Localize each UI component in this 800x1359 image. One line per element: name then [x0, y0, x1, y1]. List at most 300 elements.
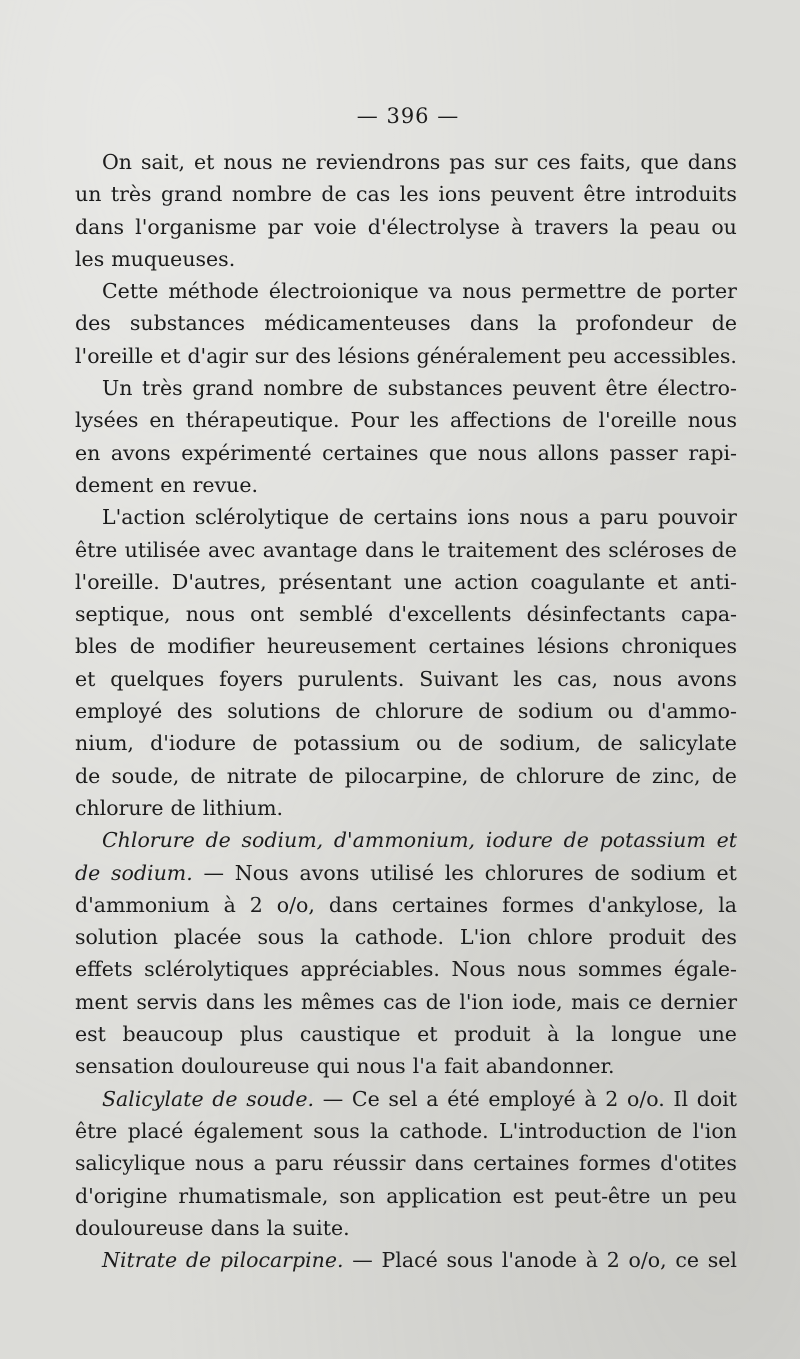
- word: pas: [449, 150, 486, 174]
- text-line: [75, 598, 737, 630]
- word: de: [252, 731, 278, 756]
- word: certaines: [473, 1151, 570, 1176]
- text-line: [75, 307, 737, 339]
- word: très: [110, 182, 152, 207]
- text-line: [75, 889, 737, 921]
- word: sodium,: [499, 731, 582, 756]
- text-line: [75, 275, 737, 307]
- word: à: [547, 1022, 560, 1047]
- word: produit: [608, 925, 686, 950]
- word: sommes: [577, 957, 663, 982]
- word: un: [75, 182, 102, 207]
- text-line: [75, 921, 737, 953]
- word: D'autres,: [171, 569, 267, 594]
- word: douloureuse: [180, 1054, 310, 1079]
- text-line: [75, 243, 737, 275]
- word: traitement: [447, 537, 558, 562]
- word: être: [583, 182, 626, 207]
- word: soude,: [111, 763, 180, 788]
- word: que: [428, 440, 468, 465]
- word: pouvoir: [657, 505, 737, 530]
- text-line: [75, 437, 737, 469]
- word: à: [585, 1248, 598, 1273]
- word: Chlorure: [102, 828, 195, 853]
- word: peuvent: [490, 182, 574, 207]
- word: de: [170, 795, 196, 820]
- word: ment: [75, 989, 129, 1014]
- text-line: [75, 824, 737, 856]
- text-line: [75, 1083, 737, 1115]
- word: de: [425, 989, 451, 1014]
- word: nombre: [231, 182, 312, 207]
- word: de: [594, 860, 620, 885]
- word: dans: [365, 537, 415, 562]
- word: passer: [609, 440, 678, 465]
- word: o/o,: [276, 892, 315, 917]
- word: des: [701, 925, 737, 950]
- word: o/o,: [628, 1248, 667, 1273]
- word: cas: [356, 182, 391, 207]
- word: fait: [444, 1054, 479, 1079]
- word: de: [615, 763, 641, 788]
- word: méthode: [168, 279, 259, 304]
- word: Un: [102, 376, 133, 401]
- word: affections: [450, 408, 552, 433]
- text-line: [75, 1050, 737, 1082]
- word: Suivant: [419, 666, 499, 691]
- word: de: [75, 763, 101, 788]
- word: appréciables.: [300, 957, 440, 982]
- text-line: [75, 1115, 737, 1147]
- word: de: [190, 763, 216, 788]
- word: qui: [316, 1054, 350, 1079]
- word: Nous: [451, 957, 506, 982]
- word: dans: [210, 1215, 260, 1240]
- word: grand: [192, 376, 254, 401]
- word: abandonner.: [485, 1054, 615, 1079]
- text-line: [75, 146, 737, 178]
- word: ions: [467, 505, 510, 530]
- word: les: [409, 408, 440, 433]
- word: sous: [313, 1118, 360, 1143]
- text-line: [75, 211, 737, 243]
- word: la: [538, 311, 557, 336]
- word: certaines: [322, 440, 419, 465]
- word: des: [75, 311, 111, 336]
- word: chlorure: [515, 763, 605, 788]
- word: à: [584, 1086, 597, 1111]
- word: dans: [469, 311, 519, 336]
- word: zinc,: [651, 763, 701, 788]
- word: des: [176, 699, 213, 724]
- word: ce: [675, 1248, 700, 1273]
- word: désinfectants: [526, 602, 666, 627]
- word: Ce: [351, 1086, 380, 1111]
- word: sodium.: [111, 860, 193, 885]
- body-text: [75, 146, 737, 1276]
- word: reviendrons: [315, 150, 441, 174]
- word: d'ankylose,: [587, 892, 705, 917]
- word: en: [75, 440, 101, 465]
- word: le: [421, 537, 441, 562]
- word: son: [339, 1183, 376, 1208]
- word: nous: [185, 602, 235, 627]
- word: iodure: [485, 828, 553, 853]
- text-line: [75, 986, 737, 1018]
- word: a: [253, 1151, 266, 1176]
- word: une: [403, 569, 443, 594]
- word: de: [478, 699, 504, 724]
- text-line: [75, 534, 737, 566]
- word: dans: [205, 989, 255, 1014]
- word: sait,: [140, 150, 186, 174]
- word: Il: [673, 1086, 689, 1111]
- word: potassium: [599, 828, 706, 853]
- word: et: [716, 828, 737, 853]
- word: peau: [649, 214, 701, 239]
- word: chlorure: [375, 699, 464, 724]
- word: chlorures: [484, 860, 584, 885]
- text-line: [75, 1147, 737, 1179]
- word: de: [321, 182, 347, 207]
- word: dans: [414, 1151, 464, 1176]
- word: d'électrolyse: [367, 214, 500, 239]
- word: de: [338, 505, 364, 530]
- text-line: [75, 372, 737, 404]
- word: une: [698, 1022, 737, 1047]
- word: est: [75, 1022, 106, 1047]
- word: nombre: [263, 376, 344, 401]
- word: sclérolytique: [194, 505, 330, 530]
- word: dans: [328, 892, 378, 917]
- word: l'ion: [459, 989, 504, 1014]
- word: Nous: [234, 860, 289, 885]
- word: 2: [605, 1086, 619, 1111]
- word: la: [370, 1118, 389, 1143]
- word: de: [205, 828, 231, 853]
- word: thérapeutique.: [185, 408, 340, 433]
- word: l'organisme: [135, 214, 257, 239]
- word: faits,: [579, 150, 632, 174]
- word: soude.: [246, 1086, 315, 1111]
- word: par: [267, 214, 303, 239]
- word: allons: [537, 440, 600, 465]
- word: être: [75, 1118, 118, 1143]
- word: salicylique: [75, 1151, 186, 1176]
- word: accessibles.: [613, 343, 737, 368]
- word: utilisée: [124, 537, 201, 562]
- page-number: — 396 —: [356, 104, 460, 128]
- word: voie: [314, 214, 357, 239]
- word: Nitrate: [102, 1248, 178, 1273]
- word: permettre: [521, 279, 627, 304]
- word: Cette: [102, 279, 159, 304]
- word: des: [565, 537, 601, 562]
- text-line: [75, 663, 737, 695]
- word: paru: [275, 1151, 324, 1176]
- word: cas: [383, 989, 418, 1014]
- word: nous: [477, 440, 528, 465]
- text-line: [75, 340, 737, 372]
- word: —: [322, 1086, 344, 1111]
- word: nous: [612, 666, 663, 691]
- text-line: [75, 178, 737, 210]
- word: sensation: [75, 1054, 174, 1079]
- word: et: [194, 150, 215, 174]
- word: l'a: [412, 1054, 438, 1079]
- word: L'introduction: [499, 1118, 647, 1143]
- word: suite.: [292, 1215, 350, 1240]
- word: mais: [571, 989, 620, 1014]
- word: à: [511, 214, 524, 239]
- word: bles: [75, 634, 118, 659]
- word: la: [320, 925, 339, 950]
- word: nous: [462, 279, 512, 304]
- word: avec: [207, 537, 256, 562]
- word: médicamenteuses: [264, 311, 451, 336]
- word: solution: [75, 925, 158, 950]
- word: de: [185, 1248, 212, 1273]
- word: nous: [519, 505, 569, 530]
- word: présentant: [278, 569, 392, 594]
- word: foyers: [219, 666, 284, 691]
- word: lysées: [75, 408, 139, 433]
- word: utilisé: [370, 860, 434, 885]
- word: de: [479, 763, 505, 788]
- word: dernier: [660, 989, 737, 1014]
- text-line: [75, 953, 737, 985]
- word: nous: [194, 1151, 245, 1176]
- word: nium,: [75, 731, 134, 756]
- word: potassium: [293, 731, 400, 756]
- word: est: [512, 1183, 544, 1208]
- word: la: [266, 1215, 286, 1240]
- word: coagulante: [530, 569, 646, 594]
- word: nous: [356, 1054, 406, 1079]
- word: mêmes: [301, 989, 375, 1014]
- word: Salicylate: [102, 1086, 204, 1111]
- word: plus: [239, 1022, 284, 1047]
- word: grand: [160, 182, 223, 207]
- word: peu: [698, 1183, 737, 1208]
- word: d'ammo-: [647, 699, 737, 724]
- text-line: [75, 857, 737, 889]
- word: être: [605, 376, 648, 401]
- word: avons: [110, 440, 171, 465]
- word: 2: [249, 892, 263, 917]
- word: lésions: [537, 634, 610, 659]
- word: sur: [494, 150, 528, 174]
- word: introduits: [635, 182, 737, 207]
- word: rapi-: [688, 440, 737, 465]
- word: ou: [607, 699, 634, 724]
- text-line: [75, 727, 737, 759]
- word: et: [75, 666, 96, 691]
- word: et: [716, 860, 737, 885]
- word: —: [352, 1248, 373, 1273]
- text-line: [75, 695, 737, 727]
- word: cas,: [557, 666, 599, 691]
- word: sclérolytiques: [144, 957, 289, 982]
- word: nous: [517, 957, 567, 982]
- word: placé: [127, 1118, 184, 1143]
- word: a: [578, 505, 591, 530]
- text-line: [75, 630, 737, 662]
- word: pilocarpine.: [219, 1248, 344, 1273]
- word: lithium.: [202, 795, 284, 820]
- word: modifier: [167, 634, 255, 659]
- word: formes: [502, 892, 575, 917]
- word: ou: [416, 731, 442, 756]
- word: servis: [136, 989, 198, 1014]
- word: égale-: [673, 957, 737, 982]
- word: lésions: [337, 343, 410, 368]
- word: —: [203, 860, 224, 885]
- text-line: [75, 1244, 737, 1276]
- word: capa-: [681, 602, 737, 627]
- word: en: [149, 408, 175, 433]
- word: électroionique: [268, 279, 419, 304]
- word: chlore: [527, 925, 593, 950]
- word: nitrate: [226, 763, 298, 788]
- word: les: [399, 182, 429, 207]
- word: o/o.: [626, 1086, 665, 1111]
- word: ces: [536, 150, 571, 174]
- word: a: [426, 1086, 439, 1111]
- word: placée: [173, 925, 242, 950]
- word: réussir: [332, 1151, 406, 1176]
- word: travers: [534, 214, 609, 239]
- word: à: [223, 892, 236, 917]
- word: avantage: [262, 537, 358, 562]
- word: employé: [75, 699, 163, 724]
- word: action: [454, 569, 519, 594]
- word: L'ion: [460, 925, 512, 950]
- word: que: [640, 150, 679, 174]
- word: quelques: [110, 666, 205, 691]
- word: et: [160, 343, 181, 368]
- word: sel: [707, 1248, 737, 1273]
- word: revue.: [192, 472, 258, 497]
- word: chroniques: [621, 634, 737, 659]
- word: d'ammonium: [75, 892, 210, 917]
- word: de: [711, 537, 737, 562]
- word: sodium,: [241, 828, 324, 853]
- word: peuvent: [512, 376, 596, 401]
- word: chlorure: [75, 795, 164, 820]
- word: sous: [257, 925, 305, 950]
- word: un: [661, 1183, 688, 1208]
- word: de: [656, 1118, 683, 1143]
- word: également: [193, 1118, 303, 1143]
- word: porter: [671, 279, 737, 304]
- word: l'ion: [692, 1118, 737, 1143]
- word: en: [160, 472, 186, 497]
- word: iode,: [512, 989, 563, 1014]
- word: de: [308, 763, 334, 788]
- word: été: [447, 1086, 480, 1111]
- text-line: [75, 1018, 737, 1050]
- word: de: [711, 311, 737, 336]
- word: beaucoup: [122, 1022, 224, 1047]
- word: dement: [75, 472, 154, 497]
- word: formes: [578, 1151, 651, 1176]
- word: ce: [628, 989, 652, 1014]
- word: ont: [250, 602, 284, 627]
- word: de: [562, 408, 588, 433]
- word: de: [636, 279, 662, 304]
- word: sel: [388, 1086, 418, 1111]
- word: la: [619, 214, 639, 239]
- word: d'origine: [75, 1183, 168, 1208]
- word: ions: [438, 182, 481, 207]
- word: On: [102, 150, 133, 174]
- word: électro-: [657, 376, 737, 401]
- word: avons: [299, 860, 360, 885]
- word: d'agir: [187, 343, 248, 368]
- word: substances: [387, 376, 503, 401]
- word: de: [563, 828, 589, 853]
- word: rhumatismale,: [178, 1183, 329, 1208]
- word: ne: [281, 150, 307, 174]
- word: pilocarpine,: [344, 763, 469, 788]
- word: cathode.: [354, 925, 445, 950]
- word: semblé: [299, 602, 374, 627]
- word: solutions: [227, 699, 321, 724]
- word: Placé: [381, 1248, 438, 1273]
- word: certaines: [391, 892, 489, 917]
- word: paru: [600, 505, 649, 530]
- word: de: [711, 763, 737, 788]
- word: les: [444, 860, 474, 885]
- word: purulents.: [297, 666, 405, 691]
- word: les: [513, 666, 543, 691]
- text-line: [75, 566, 737, 598]
- word: produit: [454, 1022, 531, 1047]
- text-line: [75, 469, 737, 501]
- word: l'oreille: [75, 343, 154, 368]
- word: va: [428, 279, 453, 304]
- word: nous: [223, 150, 273, 174]
- word: heureusement: [266, 634, 417, 659]
- word: de: [335, 699, 361, 724]
- word: de: [457, 731, 484, 756]
- word: sodium: [517, 699, 594, 724]
- text-line: [75, 404, 737, 436]
- word: et: [417, 1022, 438, 1047]
- word: la: [718, 892, 737, 917]
- text-line: [75, 792, 737, 824]
- word: de: [129, 634, 155, 659]
- word: généralement: [416, 343, 561, 368]
- word: d'otites: [660, 1151, 737, 1176]
- word: scléroses: [608, 537, 705, 562]
- word: l'oreille.: [75, 569, 160, 594]
- word: 2: [606, 1248, 620, 1273]
- word: l'anode: [501, 1248, 578, 1273]
- word: de: [597, 731, 623, 756]
- word: d'ammonium,: [333, 828, 476, 853]
- word: caustique: [299, 1022, 401, 1047]
- word: anti-: [689, 569, 737, 594]
- word: substances: [129, 311, 246, 336]
- word: effets: [75, 957, 133, 982]
- word: sous: [446, 1248, 494, 1273]
- word: de: [212, 1086, 238, 1111]
- word: très: [142, 376, 183, 401]
- word: peu: [567, 343, 607, 368]
- word: les: [263, 989, 293, 1014]
